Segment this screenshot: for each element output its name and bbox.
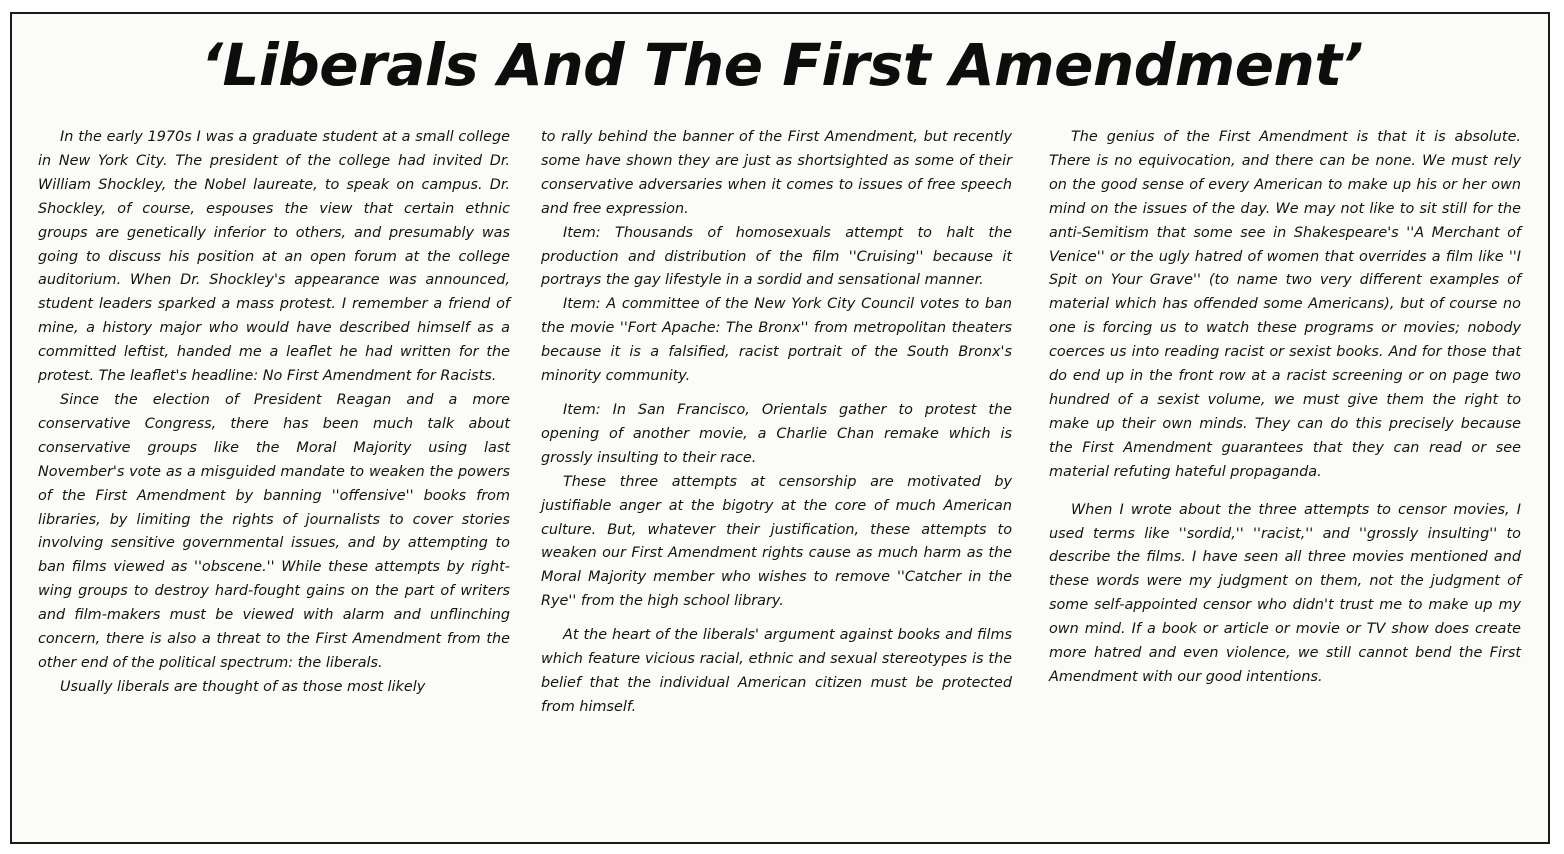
paragraph: Usually liberals are thought of as those most likely	[60, 678, 426, 695]
article-column-1	[38, 126, 510, 700]
paragraph: Since the election of President Reagan and a more conservative Congress, there has been much talk about conservative groups like the Moral Majority using last November's vote as a misguided mandate to weaken the powers of the First Amendment by banning ''offensive'' books from libraries, by limiting the rights of journalists to cover stories involving sensitive governmental issues, and by attempting to ban films viewed as ''obscene.'' While these attempts by right-wing groups to destroy hard-fought gains on the part of writers and film-makers must be viewed with alarm and unflinching concern, there is also a threat to the First Amendment from the other end of the political spectrum: the liberals.	[38, 391, 510, 671]
paragraph: Item: Thousands of homosexuals attempt to halt the production and distribution of the film ''Cruising'' because it portrays the gay lifestyle in a sordid and sensational manner.	[541, 224, 1012, 289]
paragraph: The genius of the First Amendment is that it is absolute. There is no equivocation, and there can be none. We must rely on the good sense of every American to make up his or her own mind on the issues of the day. We may not like to sit still for the anti-Semitism that some see in Shakespeare's ''A Merchant of Venice'' or the ugly hatred of women that overrides a film like ''I Spit on Your Grave'' (to name two very different examples of material which has offended some Americans), but of course no one is forcing us to watch these programs or movies; nobody coerces us into reading racist or sexist books. And for those that do end up in the front row at a racist screening or on page two hundred of a sexist volume, we must give them the right to make up their own minds. They can do this precisely because the First Amendment guarantees that they can read or see material refuting hateful propaganda.	[1049, 129, 1521, 480]
paragraph: When I wrote about the three attempts to censor movies, I used terms like ''sordid,'' ''racist,'' and ''grossly insulting'' to describe the films. I have seen all three movies mentioned and these words were my judgment on them, not the judgment of some self-appointed censor who didn't trust me to make up my own mind. If a book or article or movie or TV show does create more hatred and even violence, we still cannot bend the First Amendment with our good intentions.	[1049, 501, 1521, 685]
paragraph: At the heart of the liberals' argument against books and films which feature vicious racial, ethnic and sexual stereotypes is the belief that the individual American citizen must be protected from himself.	[541, 627, 1012, 715]
headline: ‘Liberals And The First Amendment’	[200, 31, 1364, 99]
paragraph: Item: A committee of the New York City Council votes to ban the movie ''Fort Apache: The Bronx'' from metropolitan theaters because it is a falsified, racist portrait of the South Bronx's minority community.	[541, 296, 1012, 385]
article-column-2	[541, 126, 1012, 720]
article-column-3	[1049, 126, 1521, 690]
paragraph: In the early 1970s I was a graduate student at a small college in New York City. The president of the college had invited Dr. William Shockley, the Nobel laureate, to speak on campus. Dr. Shockley, of course, espouses the view that certain ethnic groups are genetically inferior to others, and presumably was going to discuss his position at an open forum at the college auditorium. When Dr. Shockley's appearance was announced, student leaders sparked a mass protest. I remember a friend of mine, a history major who would have described himself as a committed leftist, handed me a leaflet he had written for the protest. The leaflet's headline: No First Amendment for Racists.	[38, 129, 510, 385]
paragraph: Item: In San Francisco, Orientals gather to protest the opening of another movie, a Charlie Chan remake which is grossly insulting to their race.	[541, 401, 1012, 466]
paragraph: to rally behind the banner of the First Amendment, but recently some have shown they are just as shortsighted as some of their conservative adversaries when it comes to issues of free speech and free expression.	[541, 129, 1012, 217]
paragraph: These three attempts at censorship are motivated by justifiable anger at the bigotry at the core of much American culture. But, whatever their justification, these attempts to weaken our First Amendment rights cause as much harm as the Moral Majority member who wishes to remove ''Catcher in the Rye'' from the high school library.	[541, 473, 1012, 610]
